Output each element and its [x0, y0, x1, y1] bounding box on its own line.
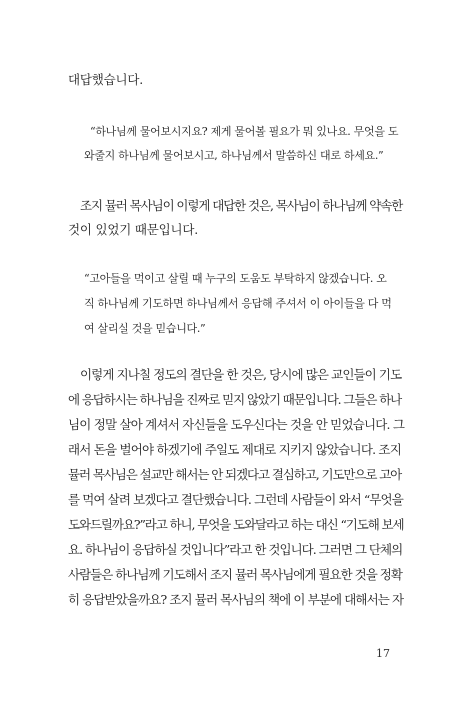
paragraph-line: 조지 뮬러 목사님이 이렇게 대답한 것은, 목사님이 하나님께 약속한 — [80, 198, 403, 213]
paragraph-line: 이렇게 지나칠 정도의 결단을 한 것은, 당시에 많은 교인들이 기도 — [80, 367, 402, 382]
quote-2-line: 여 살리실 것을 믿습니다.” — [84, 322, 206, 335]
paragraph-line: 히 응답받았을까요? 조지 뮬러 목사님의 책에 이 부분에 대해서는 자 — [68, 592, 404, 607]
paragraph-line: 를 먹여 살려 보겠다고 결단했습니다. 그런데 사람들이 와서 “무엇을 — [68, 492, 403, 507]
quote-1-line: “하나님께 물어보시지요? 제게 물어볼 필요가 뭐 있나요. 무엇을 도 — [90, 125, 399, 138]
paragraph-line: 도와드릴까요?”라고 하니, 무엇을 도와달라고 하는 대신 “기도해 보세 — [68, 517, 404, 532]
quote-2-line: “고아들을 먹이고 살릴 때 누구의 도움도 부탁하지 않겠습니다. 오 — [84, 272, 387, 285]
quote-1-line: 와줄지 하나님께 물어보시고, 하나님께서 말씀하신 대로 하세요.” — [84, 149, 384, 162]
quote-2-line: 직 하나님께 기도하면 하나님께서 응답해 주셔서 이 아이들을 다 먹 — [84, 297, 392, 310]
paragraph-line: 뮬러 목사님은 설교만 해서는 안 되겠다고 결심하고, 기도만으로 고아 — [68, 467, 402, 482]
intro-line: 대답했습니다. — [68, 72, 144, 87]
paragraph-line: 것이 있었기 때문입니다. — [68, 222, 199, 237]
paragraph-line: 에 응답하시는 하나님을 진짜로 믿지 않았기 때문입니다. 그들은 하나 — [68, 392, 402, 407]
paragraph-line: 래서 돈을 벌어야 하겠기에 주일도 제대로 지키지 않았습니다. 조지 — [68, 442, 401, 457]
paragraph-line: 사람들은 하나님께 기도해서 조지 뮬러 목사님에게 필요한 것을 정확 — [68, 567, 402, 582]
paragraph-line: 님이 정말 살아 계셔서 자신들을 도우신다는 것을 안 믿었습니다. 그 — [68, 417, 405, 432]
paragraph-line: 요. 하나님이 응답하실 것입니다”라고 한 것입니다. 그러면 그 단체의 — [68, 542, 403, 557]
page-number: 17 — [376, 647, 390, 660]
